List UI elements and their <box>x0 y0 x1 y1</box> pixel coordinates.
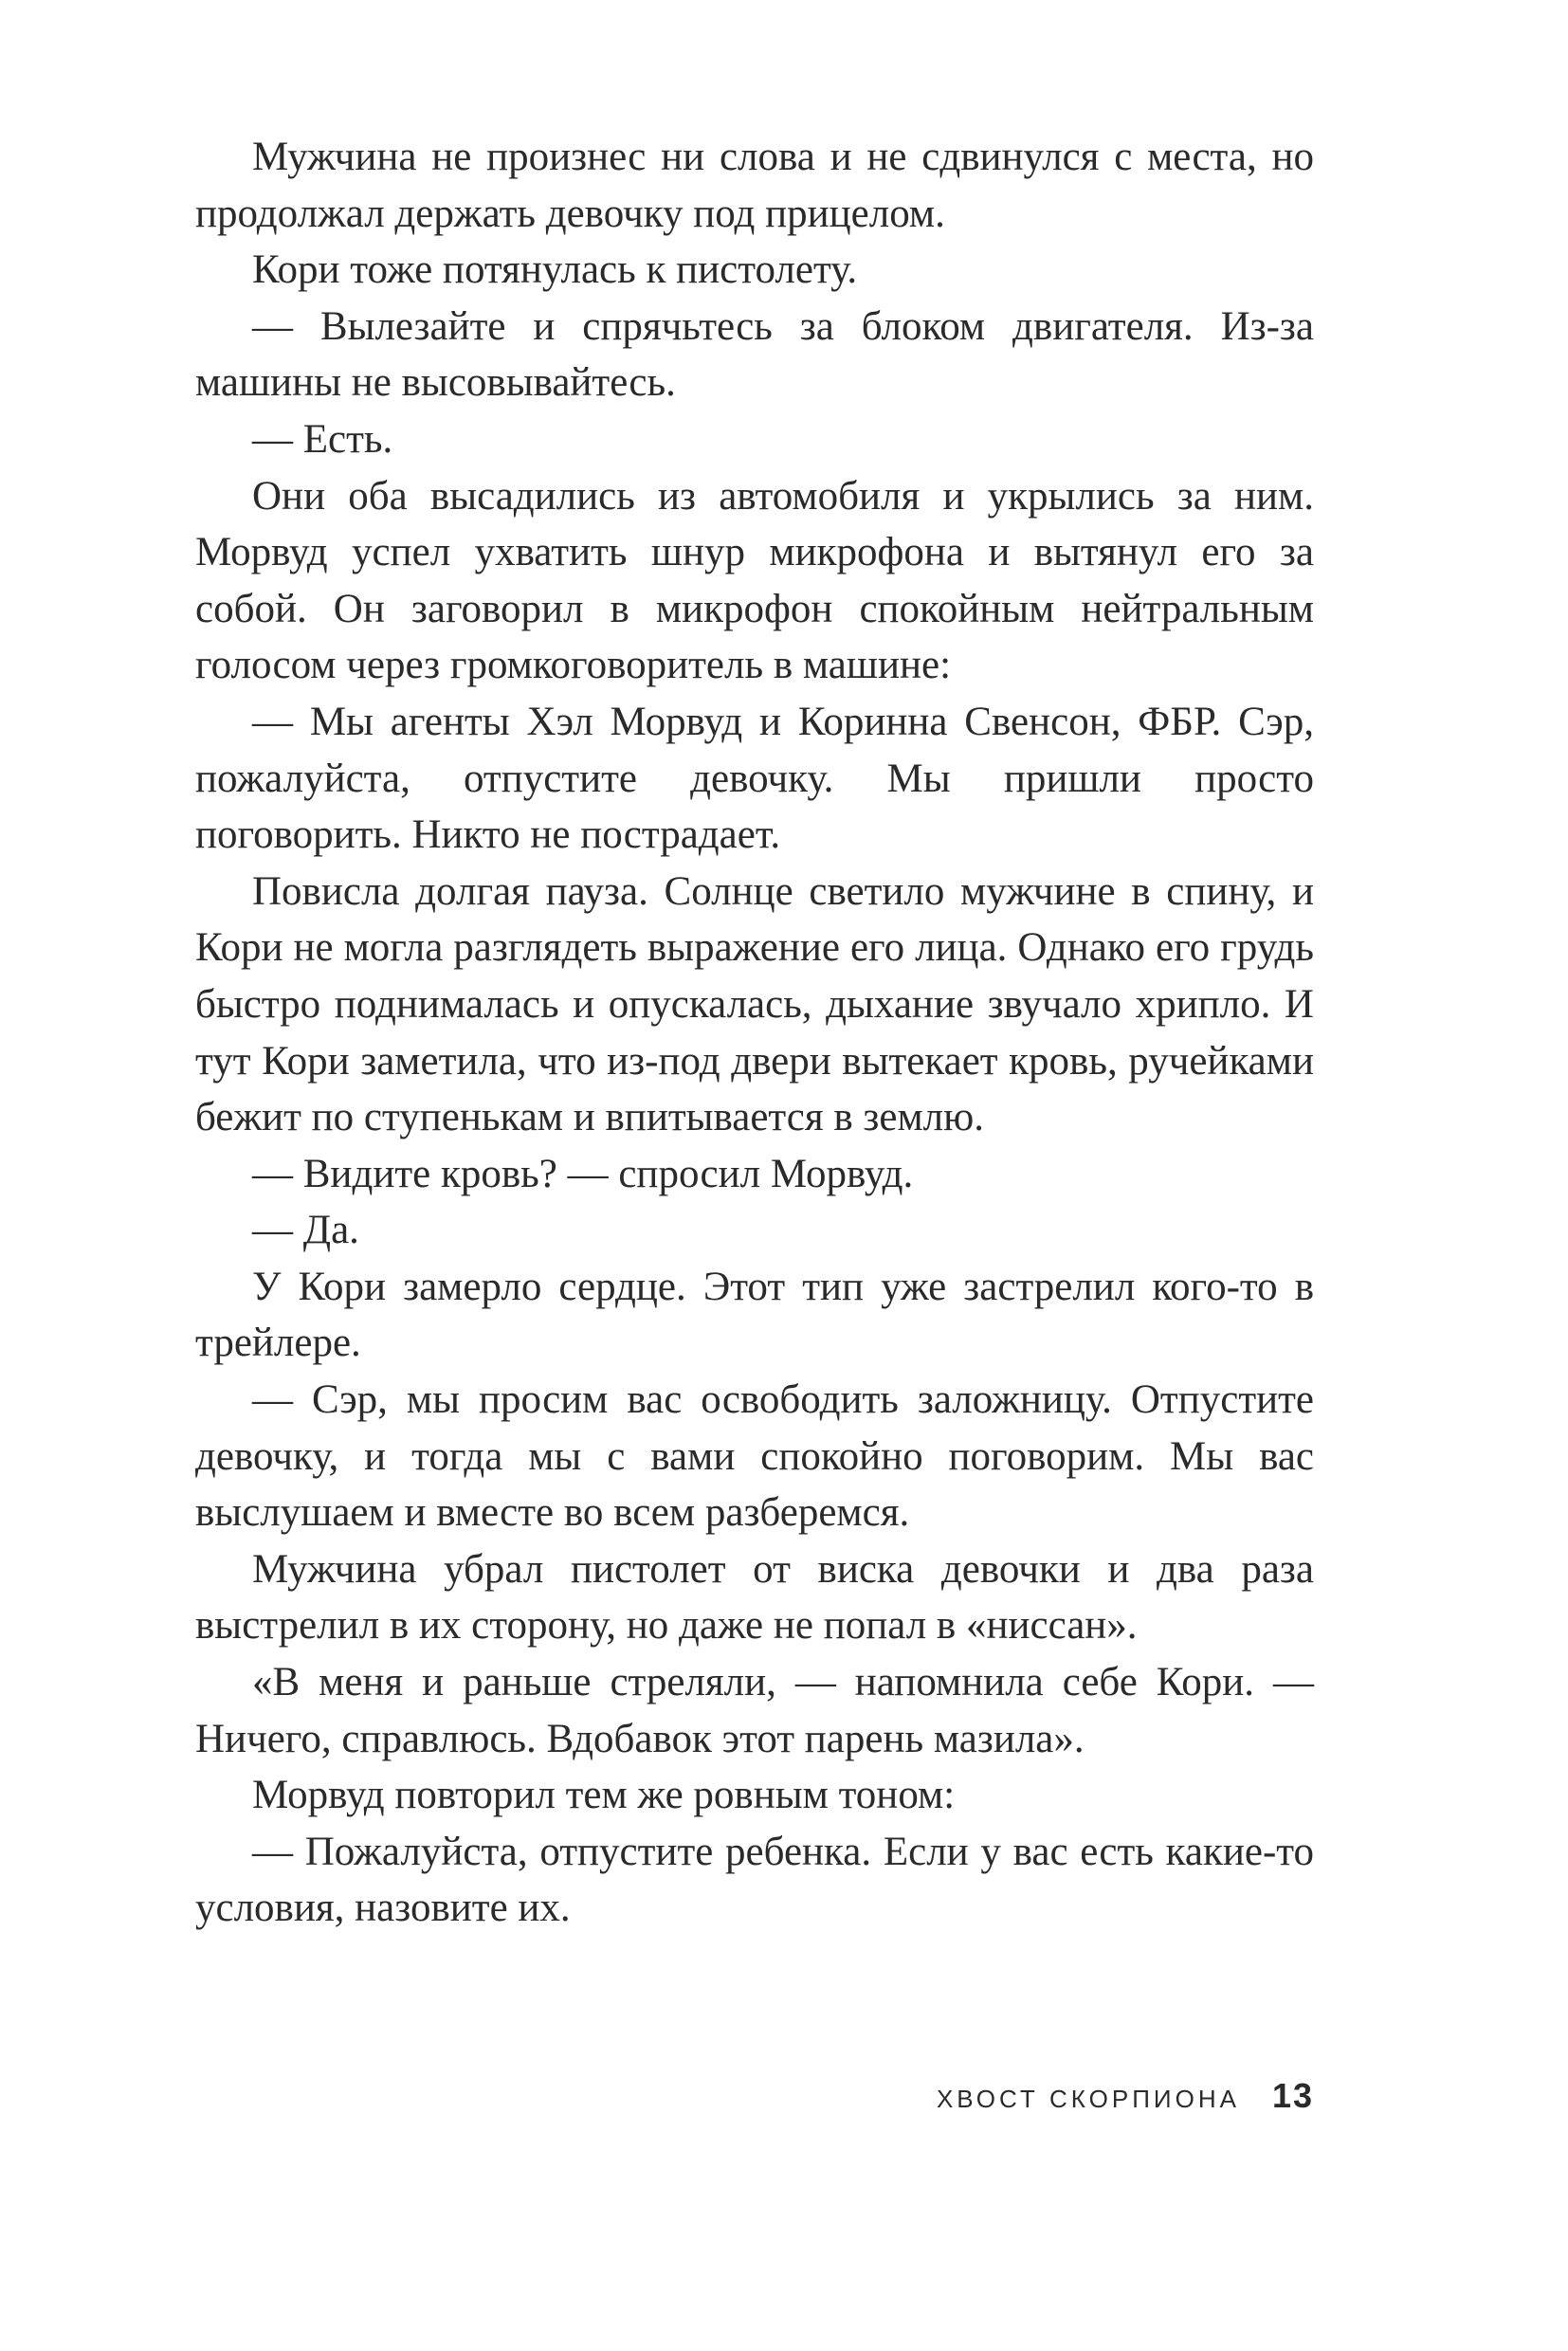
paragraph: Морвуд повторил тем же ровным тоном: <box>252 1773 956 1818</box>
paragraph: — Сэр, мы просим вас освободить заложницу. Отпустите девочку, и тогда мы с вами спокойно поговорим. Мы вас выслушаем и вместе во всем разберемся. <box>195 1377 1314 1536</box>
running-title: ХВОСТ СКОРПИОНА <box>936 2085 1240 2113</box>
paragraph: — Да. <box>252 1208 359 1253</box>
paragraph: — Есть. <box>252 416 393 462</box>
paragraph: Повисла долгая пауза. Солнце светило мужчине в спину, и Кори не могла разглядеть выражение его лица. Однако его грудь быстро поднималась и опускалась, дыхание звучало хрипло. И тут Кори заметила, что из-под двери вытекает кровь, ручейками бежит по ступенькам и впитывается в землю. <box>195 868 1314 1140</box>
paragraph: «В меня и раньше стреляли, — напомнила себе Кори. — Ничего, справлюсь. Вдобавок этот парень мазила». <box>195 1660 1314 1761</box>
paragraph: — Мы агенты Хэл Морвуд и Коринна Свенсон, ФБР. Сэр, пожалуйста, отпустите девочку. Мы пришли просто поговорить. Никто не пострадает. <box>195 699 1314 858</box>
paragraph: — Пожалуйста, отпустите ребенка. Если у вас есть какие-то условия, назовите их. <box>195 1829 1314 1931</box>
page-footer <box>195 2076 1314 2123</box>
paragraph: У Кори замерло сердце. Этот тип уже застрелил кого-то в трейлере. <box>195 1264 1314 1366</box>
paragraph: — Видите кровь? — спросил Морвуд. <box>252 1151 914 1196</box>
paragraph: Кори тоже потянулась к пистолету. <box>252 247 858 293</box>
paragraph: Они оба высадились из автомобиля и укрылись за ним. Морвуд успел ухватить шнур микрофона и вытянул его за собой. Он заговорил в микрофон спокойным нейтральным голосом через громкоговоритель в машине: <box>195 473 1314 688</box>
body-text <box>195 129 1314 1937</box>
page-number: 13 <box>1271 2076 1314 2115</box>
paragraph: Мужчина убрал пистолет от виска девочки и два раза выстрелил в их сторону, но даже не попал в «ниссан». <box>195 1546 1314 1649</box>
paragraph: — Вылезайте и спрячьтесь за блоком двигателя. Из-за машины не высовывайтесь. <box>195 303 1314 406</box>
paragraph: Мужчина не произнес ни слова и не сдвинулся с места, но продолжал держать девочку под прицелом. <box>195 135 1314 236</box>
